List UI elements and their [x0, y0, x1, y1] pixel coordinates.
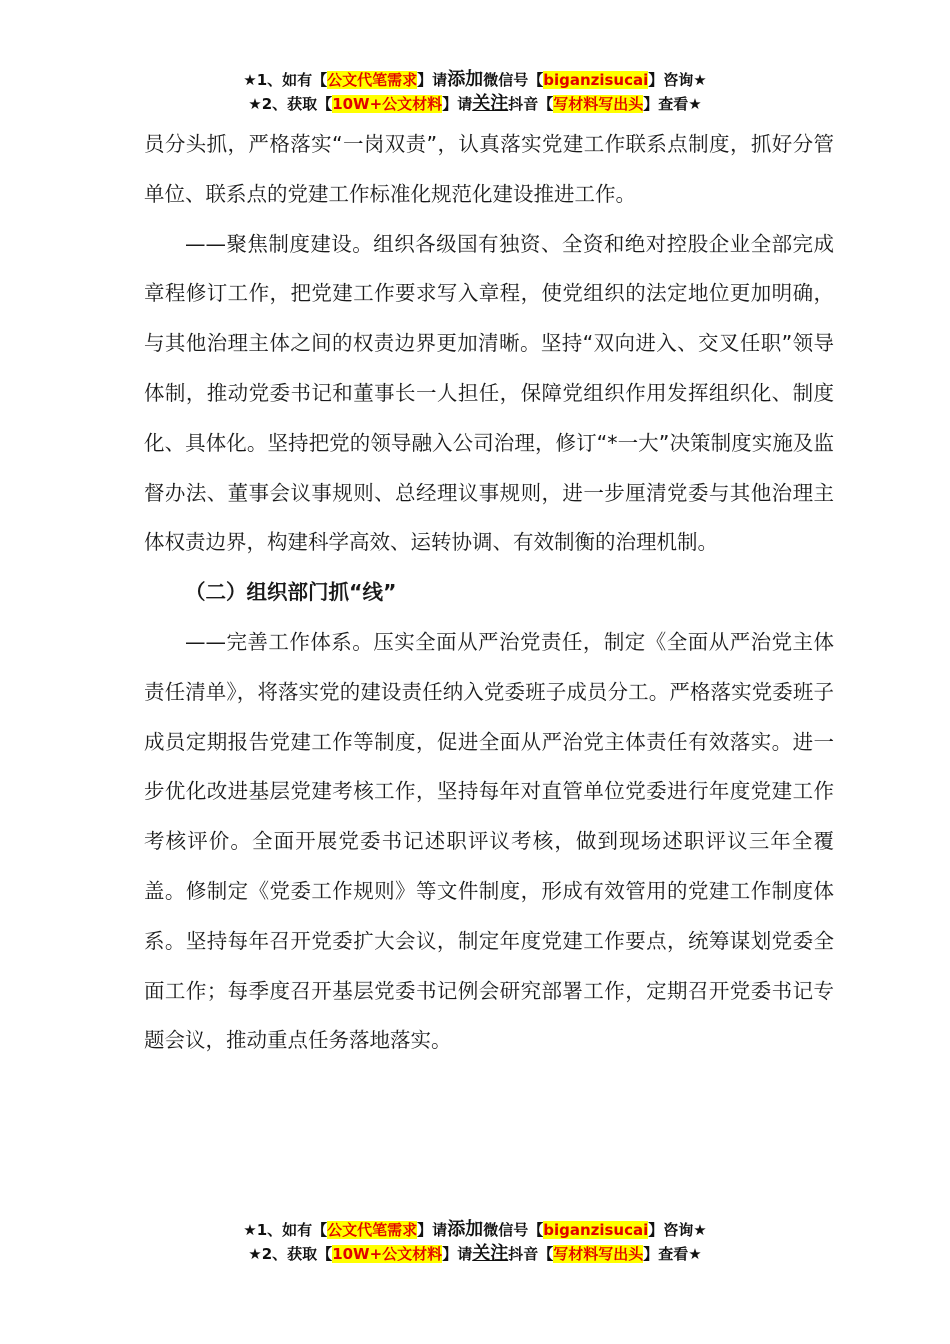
promo-highlight: biganzisucai	[543, 71, 649, 89]
paragraph-continuation: 员分头抓，严格落实“一岗双责”，认真落实党建工作联系点制度，抓好分管单位、联系点的党建工作标准化规范化建设推进工作。	[144, 132, 834, 206]
promo-text: 】请	[442, 95, 473, 113]
promo-line-2	[0, 92, 950, 116]
promo-line-2	[0, 1242, 950, 1266]
promo-highlight: 公文代笔需求	[327, 1221, 418, 1239]
promo-text: 抖音【	[508, 1245, 554, 1263]
promo-highlight: 10W+公文材料	[332, 95, 443, 113]
promo-text: 】查看★	[643, 95, 702, 113]
promo-text: 微信号【	[483, 1221, 544, 1239]
promo-text: 】咨询★	[648, 71, 707, 89]
promo-emphasis: 关注	[472, 1243, 509, 1264]
header-promo-banner	[0, 68, 950, 116]
promo-text: 微信号【	[483, 71, 544, 89]
promo-line-1	[0, 1218, 950, 1242]
paragraph-system-building: ——聚焦制度建设。组织各级国有独资、全资和绝对控股企业全部完成章程修订工作，把党建工作要求写入章程，使党组织的法定地位更加明确，与其他治理主体之间的权责边界更加清晰。坚持“双向进入、交叉任职”领导体制，推动党委书记和董事长一人担任，保障党组织作用发挥组织化、制度化、具体化。坚持把党的领导融入公司治理，修订“*一大”决策制度实施及监督办法、董事会议事规则、总经理议事规则，进一步厘清党委与其他治理主体权责边界，构建科学高效、运转协调、有效制衡的治理机制。	[144, 231, 834, 555]
promo-highlight: 写材料写出头	[553, 95, 644, 113]
promo-text: ★1、如有【	[243, 1221, 328, 1239]
promo-text: 】请	[442, 1245, 473, 1263]
promo-text: 】咨询★	[648, 1221, 707, 1239]
promo-text: 】请	[417, 1221, 448, 1239]
promo-text: 】查看★	[643, 1245, 702, 1263]
promo-text: ★2、获取【	[248, 95, 333, 113]
footer-promo-banner	[0, 1218, 950, 1266]
promo-text: ★1、如有【	[243, 71, 328, 89]
promo-text: ★2、获取【	[248, 1245, 333, 1263]
promo-highlight: 公文代笔需求	[327, 71, 418, 89]
section-heading: （二）组织部门抓“线”	[185, 580, 397, 605]
promo-line-1	[0, 68, 950, 92]
promo-highlight: 10W+公文材料	[332, 1245, 443, 1263]
promo-emphasis: 添加	[447, 1219, 484, 1240]
promo-highlight: 写材料写出头	[553, 1245, 644, 1263]
promo-highlight: biganzisucai	[543, 1221, 649, 1239]
paragraph-work-system: ——完善工作体系。压实全面从严治党责任，制定《全面从严治党主体责任清单》，将落实党的建设责任纳入党委班子成员分工。严格落实党委班子成员定期报告党建工作等制度，促进全面从严治党主体责任有效落实。进一步优化改进基层党建考核工作，坚持每年对直管单位党委进行年度党建工作考核评价。全面开展党委书记述职评议考核，做到现场述职评议三年全覆盖。修制定《党委工作规则》等文件制度，形成有效管用的党建工作制度体系。坚持每年召开党委扩大会议，制定年度党建工作要点，统筹谋划党委全面工作；每季度召开基层党委书记例会研究部署工作，定期召开党委书记专题会议，推动重点任务落地落实。	[144, 629, 834, 1053]
promo-emphasis: 添加	[447, 69, 484, 90]
promo-emphasis: 关注	[472, 93, 509, 114]
promo-text: 抖音【	[508, 95, 554, 113]
document-body	[144, 120, 834, 1066]
promo-text: 】请	[417, 71, 448, 89]
